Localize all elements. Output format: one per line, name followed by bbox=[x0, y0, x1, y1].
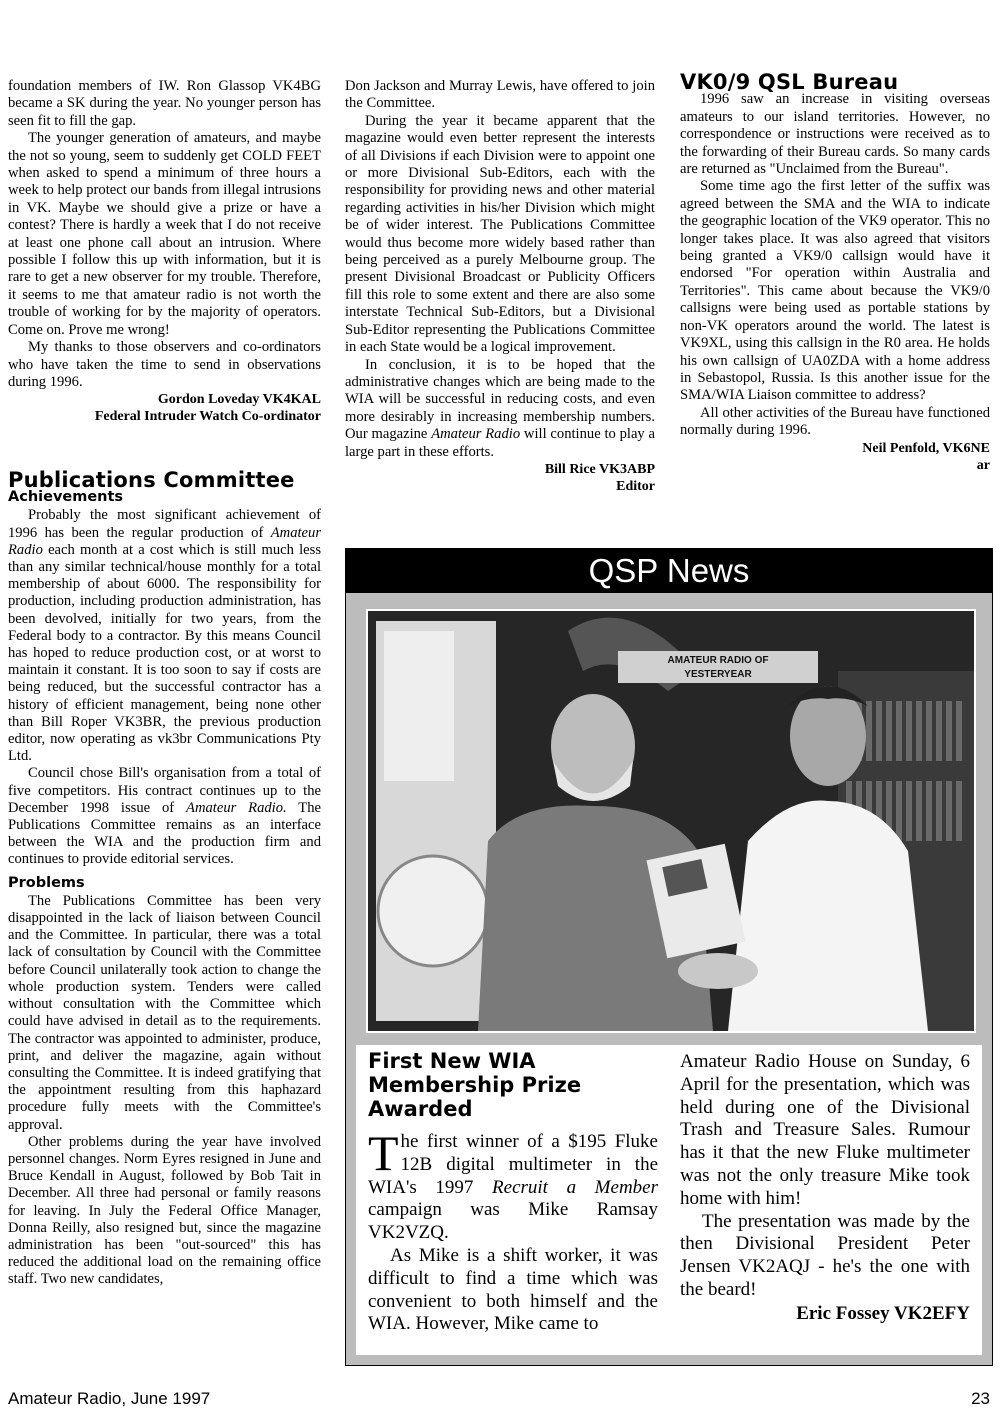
paragraph: Don Jackson and Murray Lewis, have offered to join the Committee. bbox=[345, 78, 655, 112]
paragraph: In conclusion, it is to be hoped that the administrative changes which are being made to the WIA will be successful in reducing costs, and even more desirably in increasing membership numbers. Our magazine Amateur Radio will continue to play a large part in these efforts. bbox=[345, 356, 655, 460]
subheading-problems: Problems bbox=[8, 874, 85, 891]
section-heading: Publications Committee bbox=[8, 468, 295, 492]
publications-committee-section bbox=[8, 468, 321, 1289]
subheading-achievements: Achievements bbox=[8, 489, 124, 506]
qsp-news-box bbox=[345, 548, 993, 1366]
qsp-news-title: QSP News bbox=[346, 549, 992, 593]
photo-illustration bbox=[368, 611, 974, 1031]
paragraph: The Publications Committee has been very disappointed in the lack of liaison between Council and the Committee. In particular, there was a total lack of consultation by Council with the Committee before Council unilaterally took action to change the whole production system. Tenders were called without consultation with the Committee which could have advised in detail as to the requirements. The contractor was appointed to administer, produce, print, and deliver the magazine, again without consulting the Committee. It is indeed gratifying that the appointment resulting from this haphazard procedure fully meets with the Committee's approval. bbox=[8, 892, 321, 1133]
signature-title: Federal Intruder Watch Co-ordinator bbox=[94, 409, 321, 425]
photo-sign-line1: AMATEUR RADIO OF bbox=[667, 655, 769, 666]
qsl-bureau-column bbox=[680, 70, 990, 474]
signature-name: Neil Penfold, VK6NE bbox=[862, 440, 990, 456]
paragraph: 1996 saw an increase in visiting overseas amateurs to our island territories. However, no correspondence or instructions were received as to the forwarding of their Bureau cards. So many cards are returned as "Unclaimed from the Bureau". bbox=[680, 91, 990, 178]
page-number: 23 bbox=[971, 1389, 990, 1408]
paragraph: The younger generation of amateurs, and maybe the not so young, seem to suddenly get COLD FEET when asked to spend a minimum of three hours a week to help protect our bands from illegal intrusions in VK. Maybe we should give a prize or have a contest? There is hardly a week that I do not receive at least one phone call about an intrusion. Where possible I follow this up with information, but it is rare to get a new observer for my trouble. Therefore, it seems to me that amateur radio is not worth the trouble of working for by the majority of operators. Come on. Prove me wrong! bbox=[8, 130, 321, 338]
drop-cap: T bbox=[368, 1125, 399, 1181]
paragraph: Probably the most significant achievement of 1996 has been the regular production of Amateur Radio each month at a cost which is still much less than any similar technical/house monthly for a total membership of about 6000. The responsibility for production, including production administration, has been devolved, initially for two years, from the Federal body to a contractor. By this means Council has hoped to reduce production cost, or at worst to maintain it constant. It is too soon to say if costs are being reduced, but the successful contractor has a history of efficient management, being none other than Bill Roper VK3BR, the previous production editor, now operating as vk3br Communications Pty Ltd. bbox=[8, 507, 321, 765]
article-column-2 bbox=[680, 1051, 970, 1326]
paragraph: Amateur Radio House on Sunday, 6 April for the presentation, which was held during one of the Divisional Trash and Treasure Sales. Rumour has it that the new Fluke multimeter was not the only treasure Mike took home with him! bbox=[680, 1051, 970, 1209]
paragraph: All other activities of the Bureau have functioned normally during 1996. bbox=[680, 404, 990, 439]
paragraph: During the year it became apparent that the magazine would even better represent the interests of all Divisions if each Division were to appoint one or more Divisional Sub-Editors, each with the responsibility for providing news and other material regarding activities in his/her Division which might be of wider interest. The Publications Committee would thus become more widely based rather than being perceived as a purely Melbourne group. The present Divisional Broadcast or Publicity Officers fill this role to some extent and there are also some interstate Technical Sub-Editors, but a Divisional Sub-Editor representing the Publications Committee in each State would be a logical improvement. bbox=[345, 112, 655, 356]
paragraph: The first winner of a $195 Fluke 12B digital multimeter in the WIA's 1997 Recruit a Member campaign was Mike Ramsay VK2VZQ. bbox=[368, 1125, 658, 1244]
prize-article bbox=[356, 1045, 982, 1355]
publications-continued-column bbox=[345, 78, 655, 495]
photo-sign-line2: YESTERYEAR bbox=[684, 669, 752, 680]
article-column-1 bbox=[368, 1125, 658, 1336]
article-heading: First New WIA Membership Prize Awarded bbox=[368, 1049, 582, 1121]
paragraph: Some time ago the first letter of the suffix was agreed between the SMA and the WIA to indicate the geographic location of the VK9 operator. This no longer takes place. It was also agreed that visitors being granted a VK9/0 callsign would have it endorsed "For operation within Australia and Territories". This came about because the VK9/0 callsigns were being used as portable stations by non-VK operators around the world. The latest is VK9XL, using this callsign in the R0 area. He holds his own callsign of UA0ZDA with a home address in Sebastopol, Russia. Is this another issue for the SMA/WIA Liaison committee to address? bbox=[680, 178, 990, 404]
intruder-watch-column bbox=[8, 78, 321, 425]
paragraph: Other problems during the year have involved personnel changes. Norm Eyres resigned in June and Bruce Kendall in August, followed by Bob Tait in December. All three had personal or family reasons for leaving. In July the Federal Office Manager, Donna Reilly, also resigned but, since the magazine administration has been "out-sourced" this has reduced the additional load on the remaining office staff. Two new candidates, bbox=[8, 1133, 321, 1288]
paragraph: My thanks to those observers and co-ordinators who have taken the time to send in observations during 1996. bbox=[8, 339, 321, 390]
end-mark: ar bbox=[976, 457, 990, 473]
signature-name: Gordon Loveday VK4KAL bbox=[157, 392, 321, 408]
paragraph: As Mike is a shift worker, it was difficult to find a time which was convenient to both himself and the WIA. However, Mike came to bbox=[368, 1244, 658, 1335]
signature-title: Editor bbox=[616, 478, 655, 494]
footer-publication: Amateur Radio, June 1997 bbox=[8, 1389, 211, 1408]
presentation-photo bbox=[366, 609, 976, 1033]
paragraph: The presentation was made by the then Divisional President Peter Jensen VK2AQJ - he's the one with the beard! bbox=[680, 1210, 970, 1300]
signature-name: Eric Fossey VK2EFY bbox=[796, 1302, 970, 1324]
section-heading: VK0/9 QSL Bureau bbox=[680, 70, 899, 94]
paragraph: foundation members of IW. Ron Glassop VK4BG became a SK during the year. No younger person has seen fit to fill the gap. bbox=[8, 78, 321, 129]
paragraph: Council chose Bill's organisation from a total of five competitors. His contract continues up to the December 1998 issue of Amateur Radio. The Publications Committee remains as an interface between the WIA and the production firm and continues to provide editorial services. bbox=[8, 765, 321, 868]
signature-name: Bill Rice VK3ABP bbox=[544, 461, 655, 477]
